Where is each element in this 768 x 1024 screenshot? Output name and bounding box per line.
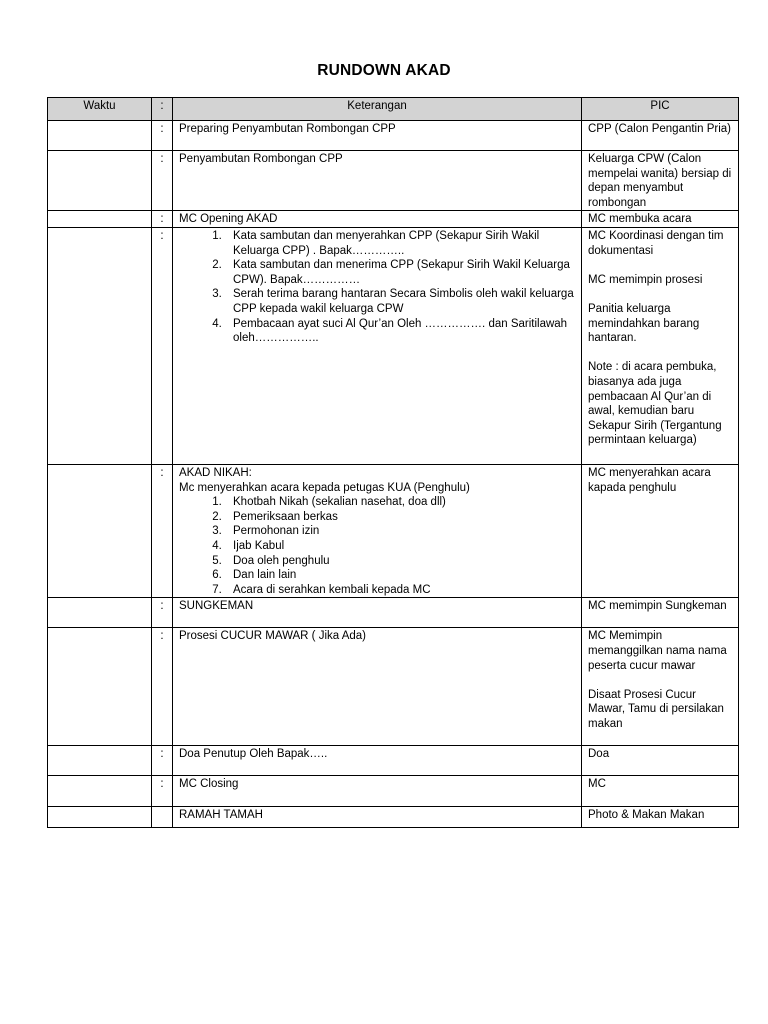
waktu-cell bbox=[48, 211, 152, 228]
list-item: 6. Dan lain lain bbox=[225, 568, 575, 583]
pic-note: MC memimpin prosesi bbox=[588, 273, 703, 286]
pic-cell: CPP (Calon Pengantin Pria) bbox=[582, 121, 739, 151]
waktu-cell bbox=[48, 746, 152, 776]
document-title: RUNDOWN AKAD bbox=[317, 62, 451, 79]
keterangan-cell: Prosesi CUCUR MAWAR ( Jika Ada) bbox=[173, 628, 582, 746]
separator-cell: : bbox=[152, 628, 173, 746]
table-row bbox=[48, 227, 739, 464]
pic-note: Disaat Prosesi Cucur Mawar, Tamu di persilakan makan bbox=[588, 688, 724, 730]
list-item: 3. Permohonan izin bbox=[225, 524, 575, 539]
table-row bbox=[48, 598, 739, 628]
waktu-cell bbox=[48, 151, 152, 211]
table-row bbox=[48, 211, 739, 228]
table-row bbox=[48, 151, 739, 211]
table-row bbox=[48, 776, 739, 807]
list-item: 1. Khotbah Nikah (sekalian nasehat, doa dll) bbox=[225, 495, 575, 510]
keterangan-cell: MC Opening AKAD bbox=[173, 211, 582, 228]
keterangan-cell: MC Closing bbox=[173, 776, 582, 807]
list-item: 7. Acara di serahkan kembali kepada MC bbox=[225, 583, 575, 598]
list-item: 5. Doa oleh penghulu bbox=[225, 554, 575, 569]
keterangan-cell bbox=[173, 464, 582, 597]
table-row bbox=[48, 628, 739, 746]
separator-cell bbox=[152, 807, 173, 828]
list-item: 1. Kata sambutan dan menyerahkan CPP (Sekapur Sirih Wakil Keluarga CPP) . Bapak………….. bbox=[225, 229, 575, 258]
pic-note: Panitia keluarga memindahkan barang hantaran. bbox=[588, 302, 700, 345]
separator-cell: : bbox=[152, 746, 173, 776]
separator-cell: : bbox=[152, 464, 173, 597]
separator-cell: : bbox=[152, 121, 173, 151]
keterangan-cell: Penyambutan Rombongan CPP bbox=[173, 151, 582, 211]
list-item: 3. Serah terima barang hantaran Secara Simbolis oleh wakil keluarga CPP kepada wakil keluarga CPW bbox=[225, 287, 575, 316]
keterangan-cell: Doa Penutup Oleh Bapak….. bbox=[173, 746, 582, 776]
rundown-table bbox=[47, 97, 739, 828]
waktu-cell bbox=[48, 464, 152, 597]
header-pic: PIC bbox=[582, 98, 739, 121]
opening-list bbox=[179, 229, 575, 346]
table-row bbox=[48, 746, 739, 776]
pic-note: Note : di acara pembuka, biasanya ada juga pembacaan Al Qur’an di awal, kemudian baru Sekapur Sirih (Tergantung permintaan keluarga) bbox=[588, 361, 722, 447]
pic-cell: Keluarga CPW (Calon mempelai wanita) bersiap di depan menyambut rombongan bbox=[582, 151, 739, 211]
keterangan-cell: RAMAH TAMAH bbox=[173, 807, 582, 828]
waktu-cell bbox=[48, 121, 152, 151]
separator-cell: : bbox=[152, 776, 173, 807]
pic-cell: MC bbox=[582, 776, 739, 807]
separator-cell: : bbox=[152, 598, 173, 628]
waktu-cell bbox=[48, 628, 152, 746]
list-item: 4. Ijab Kabul bbox=[225, 539, 575, 554]
pic-cell bbox=[582, 628, 739, 746]
separator-cell: : bbox=[152, 227, 173, 464]
pic-note: MC Koordinasi dengan tim dokumentasi bbox=[588, 229, 724, 257]
akad-subheading: Mc menyerahkan acara kepada petugas KUA (Penghulu) bbox=[179, 481, 470, 494]
keterangan-cell: SUNGKEMAN bbox=[173, 598, 582, 628]
pic-cell: Doa bbox=[582, 746, 739, 776]
header-keterangan: Keterangan bbox=[173, 98, 582, 121]
list-item: 2. Pemeriksaan berkas bbox=[225, 510, 575, 525]
pic-cell: MC membuka acara bbox=[582, 211, 739, 228]
waktu-cell bbox=[48, 227, 152, 464]
waktu-cell bbox=[48, 807, 152, 828]
table-row bbox=[48, 807, 739, 828]
header-waktu: Waktu bbox=[48, 98, 152, 121]
akad-heading: AKAD NIKAH: bbox=[179, 466, 252, 479]
table-row bbox=[48, 464, 739, 597]
keterangan-cell bbox=[173, 227, 582, 464]
header-separator: : bbox=[152, 98, 173, 121]
pic-cell bbox=[582, 227, 739, 464]
list-item: 4. Pembacaan ayat suci Al Qur’an Oleh ……………. dan Saritilawah oleh…………….. bbox=[225, 317, 575, 346]
pic-cell: MC menyerahkan acara kapada penghulu bbox=[582, 464, 739, 597]
table-header-row bbox=[48, 98, 739, 121]
separator-cell: : bbox=[152, 211, 173, 228]
pic-cell: MC memimpin Sungkeman bbox=[582, 598, 739, 628]
waktu-cell bbox=[48, 776, 152, 807]
keterangan-cell: Preparing Penyambutan Rombongan CPP bbox=[173, 121, 582, 151]
waktu-cell bbox=[48, 598, 152, 628]
pic-note: MC Memimpin memanggilkan nama nama peserta cucur mawar bbox=[588, 630, 727, 672]
separator-cell: : bbox=[152, 151, 173, 211]
list-item: 2. Kata sambutan dan menerima CPP (Sekapur Sirih Wakil Keluarga CPW). Bapak…………… bbox=[225, 258, 575, 287]
table-row bbox=[48, 121, 739, 151]
akad-list bbox=[179, 495, 575, 597]
pic-cell: Photo & Makan Makan bbox=[582, 807, 739, 828]
